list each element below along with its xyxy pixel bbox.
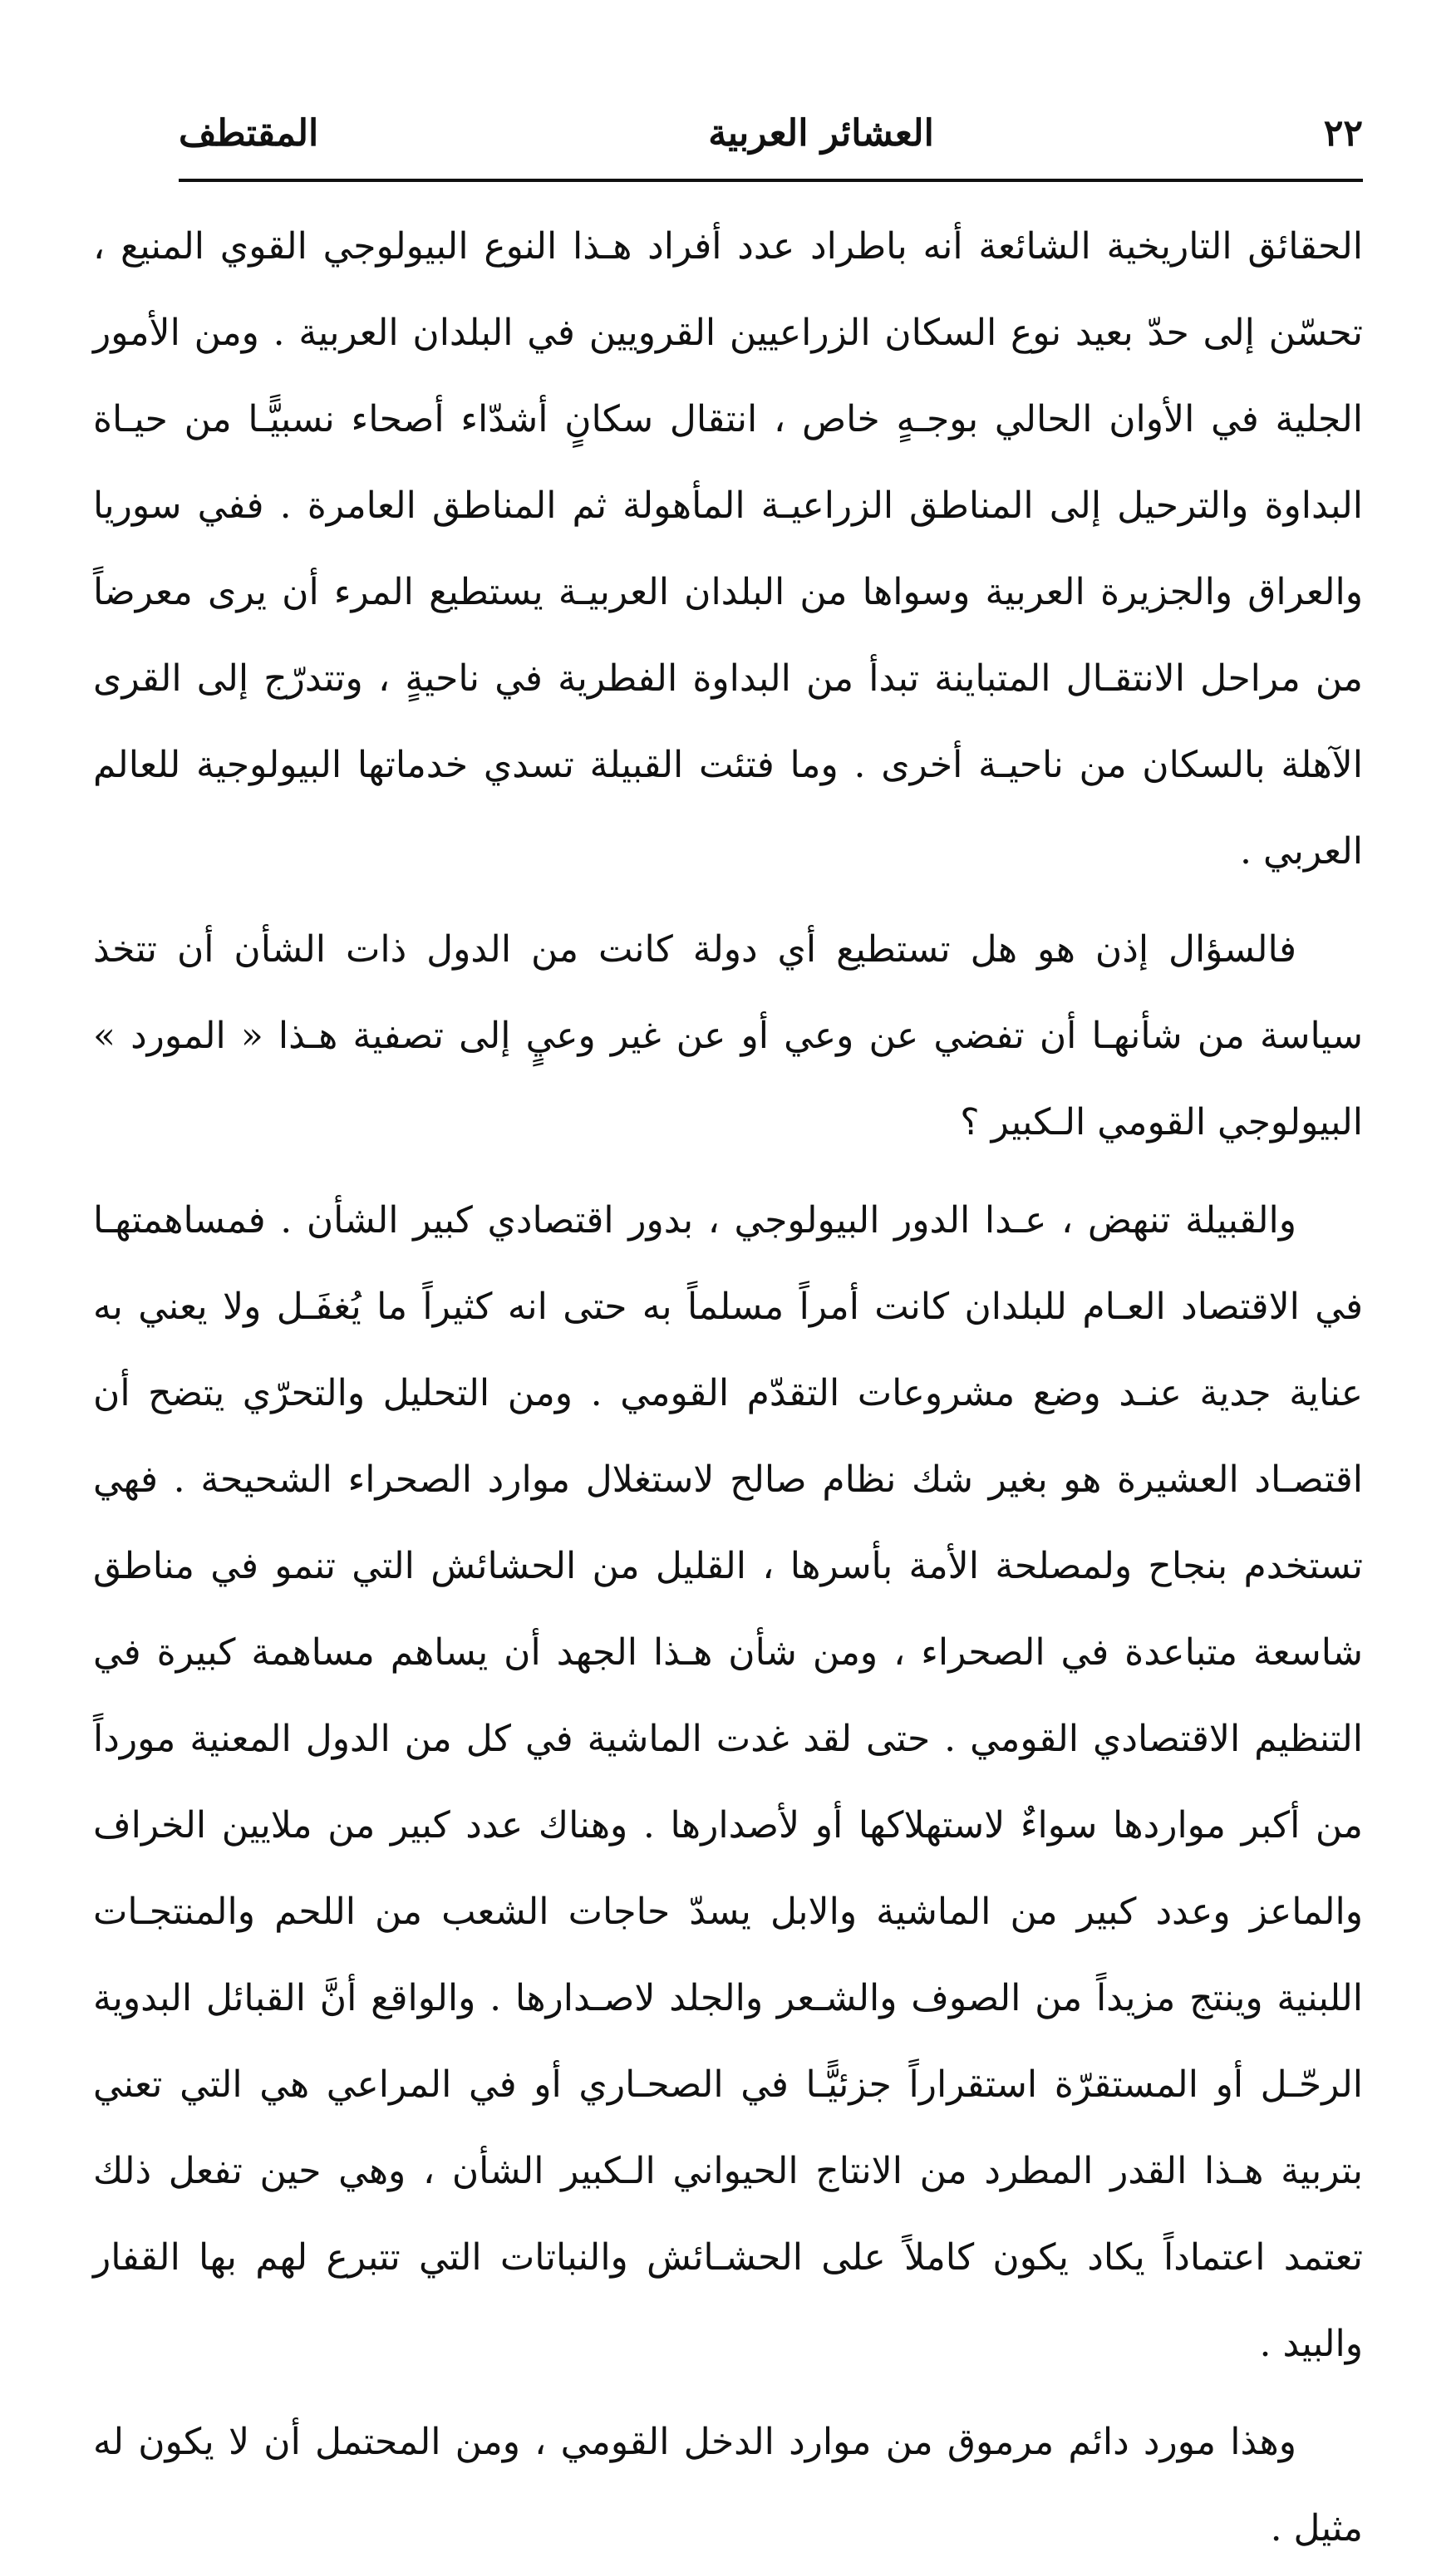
chapter-title: العشائر العربية: [708, 111, 934, 155]
running-head: [179, 100, 1363, 166]
journal-title: المقتطف: [179, 111, 319, 155]
paragraph-4: وهذا مورد دائم مرموق من موارد الدخل القومي ، ومن المحتمل أن لا يكون له مثيل .: [93, 2421, 1363, 2550]
paragraph-3: والقبيلة تنهض ، عـدا الدور البيولوجي ، بدور اقتصادي كبير الشأن . فمساهمتهـا في الاقتصاد العـام للبلدان كانت أمراً مسلماً به حتى انه كثيراً ما يُغفَـل ولا يعني به عناية جدية عنـد وضع مشروعات التقدّم القومي . ومن التحليل والتحرّي يتضح أن اقتصـاد العشيرة هو بغير شك نظام صالح لاستغلال موارد الصحراء الشحيحة . فهي تستخدم بنجاح ولمصلحة الأمة بأسرها ، القليل من الحشائش التي تنمو في مناطق شاسعة متباعدة في الصحراء ، ومن شأن هـذا الجهد أن يساهم مساهمة كبيرة في التنظيم الاقتصادي القومي . حتى لقد غدت الماشية في كل من الدول المعنية مورداً من أكبر مواردها سواءٌ لاستهلاكها أو لأصدارها . وهناك عدد كبير من ملايين الخراف والماعز وعدد كبير من الماشية والابل يسدّ حاجات الشعب من اللحم والمنتجـات اللبنية وينتج مزيداً من الصوف والشـعر والجلد لاصـدارها . والواقع أنَّ القبائل البدوية الرحّـل أو المستقرّة استقراراً جزئيًّـا في الصحـاري أو في المراعي هي التي تعني بتربية هـذا القدر المطرد من الانتاج الحيواني الـكبير الشأن ، وهي حين تفعل ذلك تعتمد اعتماداً يكاد يكون كاملاً على الحشـائش والنباتات التي تتبرع لهم بها القفار والبيد .: [93, 1199, 1363, 2365]
page-number: ٢٢: [1323, 111, 1363, 155]
body-text: [93, 204, 1363, 2572]
paragraph-2: فالسؤال إذن هو هل تستطيع أي دولة كانت من الدول ذات الشأن أن تتخذ سياسة من شأنهـا أن تفضي عن وعي أو عن غير وعيٍ إلى تصفية هـذا « المورد » البيولوجي القومي الـكبير ؟: [93, 928, 1363, 1143]
header-rule: [179, 179, 1363, 182]
paragraph-1: الحقائق التاريخية الشائعة أنه باطراد عدد أفراد هـذا النوع البيولوجي القوي المنيع ، تحسّن إلى حدّ بعيد نوع السكان الزراعيين القرويين في البلدان العربية . ومن الأمور الجلية في الأوان الحالي بوجـهٍ خاص ، انتقال سكانٍ أشدّاء أصحاء نسبيًّـا من حيـاة البداوة والترحيل إلى المناطق الزراعيـة المأهولة ثم المناطق العامرة . ففي سوريا والعراق والجزيرة العربية وسواها من البلدان العربيـة يستطيع المرء أن يرى معرضاً من مراحل الانتقـال المتباينة تبدأ من البداوة الفطرية في ناحيةٍ ، وتتدرّج إلى القرى الآهلة بالسكان من ناحيـة أخرى . وما فتئت القبيلة تسدي خدماتها البيولوجية للعالم العربي .: [93, 225, 1363, 873]
